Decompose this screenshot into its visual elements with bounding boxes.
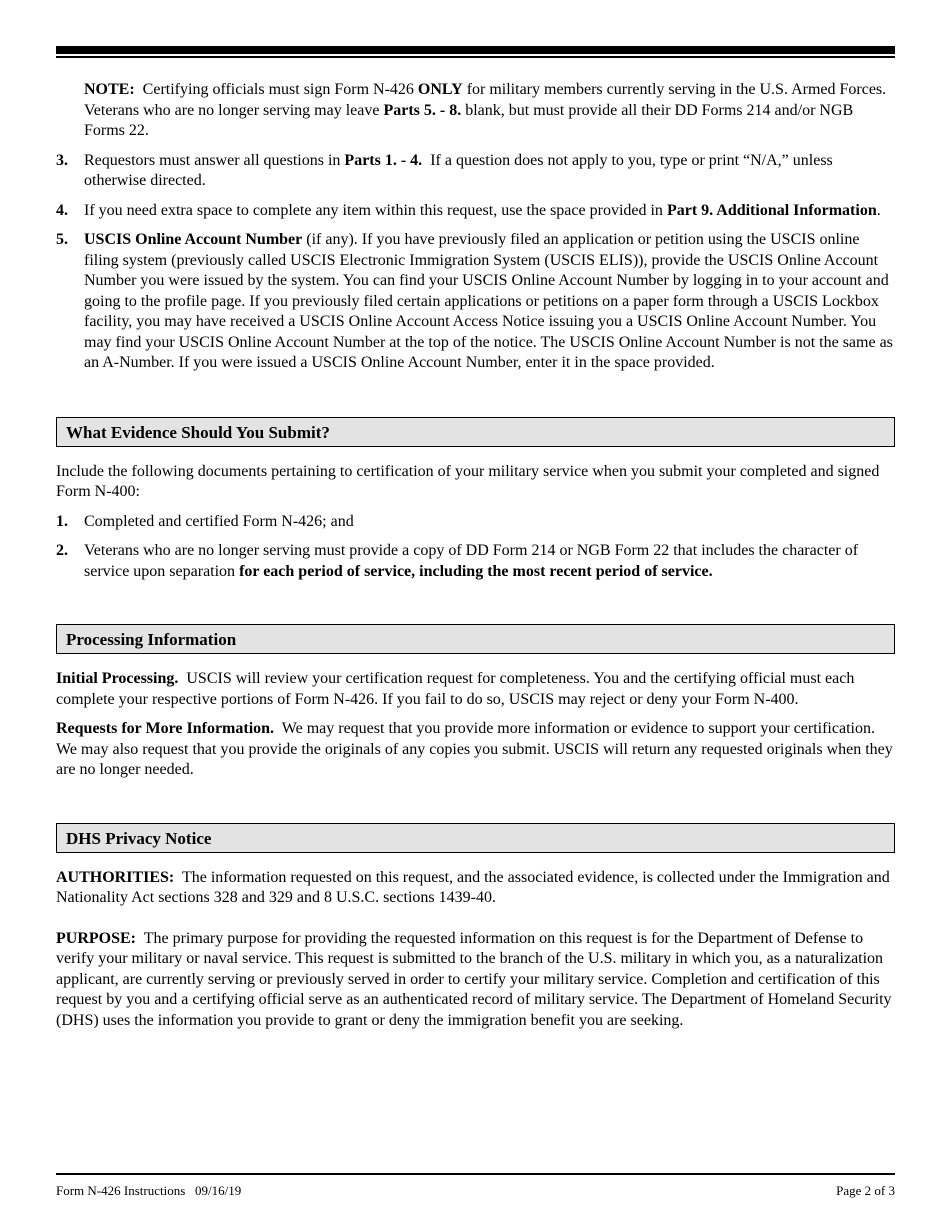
note-label: NOTE: xyxy=(84,81,135,98)
item-number: 4. xyxy=(56,201,68,219)
top-rule-thick xyxy=(56,46,895,54)
top-rule-thin xyxy=(56,56,895,58)
list-item-4: 4. If you need extra space to complete any item within this request, use the space provided in Part 9. Additional Information. xyxy=(56,201,895,222)
section-heading-evidence: What Evidence Should You Submit? xyxy=(56,417,895,447)
item-number: 3. xyxy=(56,151,68,169)
list-item-5: 5. USCIS Online Account Number (if any). If you have previously filed an application or petition using the USCIS online filing system (previously called USCIS Electronic Immigration System (USCIS ELIS)), provide the USCIS Online Account Number you were issued by the system. You can find your USCIS Online Account Number by logging in to your account and going to the profile page. If you previously filed certain applications or petitions on a paper form through a USCIS Lockbox facility, you may have received a USCIS Online Account Access Notice issuing you a USCIS Online Account Number. You may find your USCIS Online Account Number at the top of the notice. The USCIS Online Account Number is not the same as an A-Number. If you were issued a USCIS Online Account Number, enter it in the space provided. xyxy=(56,231,893,371)
item-number: 5. xyxy=(56,231,68,248)
purpose-paragraph: PURPOSE: The primary purpose for providing the requested information on this request is for the Department of Defense to verify your military or naval service. This request is submitted to the branch of the U.S. military in which you, as a naturalization applicant, are currently serving or previously served in order to certify your military service. Completion and certification of this request by you and a certifying official serve as an authenticated record of military service. The Department of Homeland Security (DHS) uses the information you provide to grant or deny the immigration benefit you are seeking. xyxy=(56,929,892,1029)
document-page xyxy=(56,0,895,1230)
footer-form-id: Form N-426 Instructions 09/16/19 xyxy=(56,1183,242,1198)
item-number: 2. xyxy=(56,542,68,559)
list-item-3: 3. Requestors must answer all questions in Parts 1. - 4. If a question does not apply to you, type or print “N/A,” unless otherwise directed. xyxy=(56,151,833,189)
section-heading-privacy: DHS Privacy Notice xyxy=(56,823,895,853)
note-paragraph: NOTE: Certifying officials must sign Form N-426 ONLY for military members currently serving in the U.S. Armed Forces. Veterans who are no longer serving may leave Parts 5. - 8. blank, but must provide all their DD Forms 214 and/or NGB Forms 22. xyxy=(84,81,887,139)
evidence-item-1: 1. Completed and certified Form N-426; and xyxy=(56,512,895,533)
authorities-paragraph: AUTHORITIES: The information requested on this request, and the associated evidence, is collected under the Immigration and Nationality Act sections 328 and 329 and 8 U.S.C. sections 1439-40. xyxy=(56,868,890,906)
item-title: USCIS Online Account Number xyxy=(84,231,303,248)
item-number: 1. xyxy=(56,512,68,530)
evidence-item-2: 2. Veterans who are no longer serving must provide a copy of DD Form 214 or NGB Form 22 that includes the character of service upon separation for each period of service, including the most recent period of service. xyxy=(56,542,859,580)
initial-processing-paragraph: Initial Processing. USCIS will review your certification request for completeness. You and the certifying official must each complete your respective portions of Form N-426. If you fail to do so, USCIS may reject or deny your Form N-400. xyxy=(56,670,855,708)
page-content xyxy=(56,80,895,1040)
section-heading-processing: Processing Information xyxy=(56,624,895,654)
more-information-paragraph: Requests for More Information. We may request that you provide more information or evidence to support your certification. We may also request that you provide the originals of any copies you submit. USCIS will return any requested originals when they are no longer needed. xyxy=(56,720,893,778)
evidence-intro: Include the following documents pertaining to certification of your military service when you submit your completed and signed Form N-400: xyxy=(56,462,880,500)
footer-rule xyxy=(56,1173,895,1175)
footer-page-number: Page 2 of 3 xyxy=(836,1183,895,1198)
